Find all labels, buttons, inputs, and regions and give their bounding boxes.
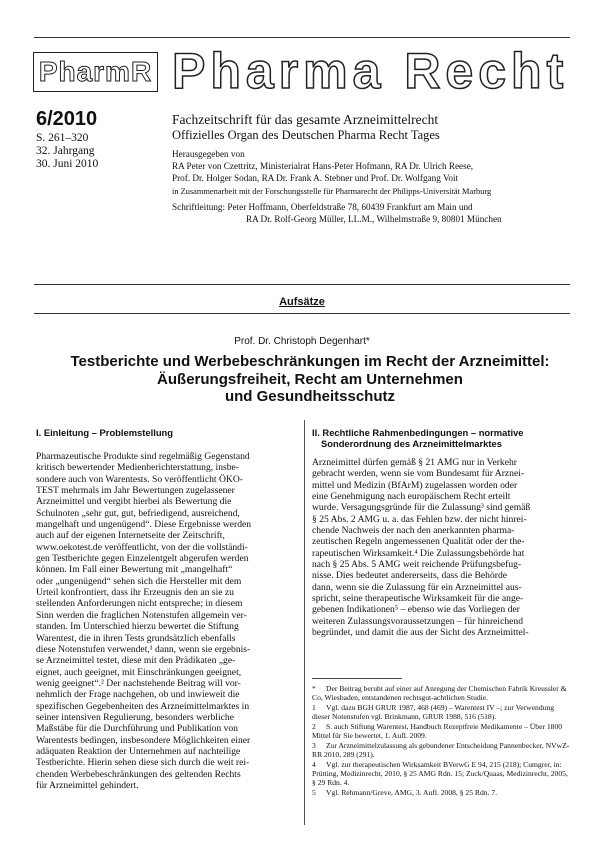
body-text-line: mittel und Medizin (BfArM) zugelassen worden oder	[312, 479, 518, 491]
body-text-line: se Arzneimittel testet, diese mit den Prädikaten „ge-	[36, 655, 236, 667]
footnote-number: 1	[312, 703, 316, 712]
body-text-line: können. Im Fall einer Bewertung mit „mangelhaft“	[36, 564, 233, 576]
article-author: Prof. Dr. Christoph Degenhart*	[234, 336, 370, 347]
body-text-line: mangelhaft und ungenügend“. Diese Ergebnisse werden	[36, 519, 252, 531]
issue-volume: 32. Jahrgang	[36, 145, 95, 157]
footnote	[312, 703, 570, 721]
footnote-rule	[312, 678, 402, 679]
header-bottom-rule	[34, 284, 570, 285]
body-text-line: stellenden Anforderungen nicht entspreche; in diesem	[36, 598, 243, 610]
body-text-line: dann, wenn sie die Zulassung für ein Arzneimittel aus-	[312, 581, 522, 593]
body-text-line: spricht, seine therapeutische Wirksamkeit für die ange-	[312, 593, 524, 605]
footnote	[312, 722, 570, 740]
top-rule	[34, 37, 570, 38]
body-text-line: Schulnoten „sehr gut, gut, befriedigend, ausreichend,	[36, 507, 240, 519]
pharma-recht-logo: Pharma Recht	[172, 43, 569, 99]
body-text-line: kritisch bewertender Medienberichterstattung, insbe-	[36, 462, 239, 474]
article-title-line-1: Testberichte und Werbebeschränkungen im Recht der Arzneimittel:	[70, 353, 550, 370]
issue-pages: S. 261–320	[36, 132, 89, 144]
journal-subtitle: Fachzeitschrift für das gesamte Arzneimittelrecht	[172, 112, 439, 127]
editorial-line-2: RA Dr. Rolf-Georg Müller, LL.M., Wilhelmstraße 9, 80801 München	[246, 214, 502, 224]
issue-date: 30. Juni 2010	[36, 158, 99, 170]
body-text-line: auch auf der eigenen Internetseite der Zeitschrift,	[36, 530, 225, 542]
article-title-line-2: Äußerungsfreiheit, Recht am Unternehmen	[157, 370, 463, 388]
footnote	[312, 684, 570, 702]
article-title-line-3: und Gesundheitsschutz	[224, 388, 395, 405]
footnote-text: S. auch Stiftung Warentest, Handbuch Rezeptfreie Medikamente – Über 1800 Mittel für Sie bewertet, 1. Aufl. 2009.	[312, 722, 563, 740]
body-text-line: chende Nachweis der nach den anerkannten pharma-	[312, 525, 515, 537]
footnote-text: Der Beitrag beruht auf einer auf Anregung der Chemischen Fabrik Kreussler & Co, Wiesbaden, entstandenen rechtsgut-achtlichen Studie.	[312, 684, 567, 702]
article-title	[50, 353, 570, 406]
body-text-line: rapeutischen Wirksamkeit.⁴ Die Zulassungsbehörde hat	[312, 547, 525, 559]
left-column-text	[36, 451, 298, 791]
body-text-line: für Arzneimittel gehindert.	[36, 779, 139, 791]
footnote-text: Zur Arzneimittelzulassung als gebundener Entscheidung Pannenbecker, NVwZ-RR 2010, 289 (291).	[312, 741, 570, 759]
footnote-text: Vgl. dazu BGH GRUR 1987, 468 (469) – Warentest IV –; zur Verwendung dieser Notenstufen vgl. Brinkmann, GRUR 1988, 516 (518).	[312, 703, 555, 721]
footnote	[312, 741, 570, 759]
cooperation-note: in Zusammenarbeit mit der Forschungsstelle für Pharmarecht der Philipps-Universität Marburg	[172, 187, 492, 196]
body-text-line: Arzneimittel dürfen gemäß § 21 AMG nur in Verkehr	[312, 457, 517, 468]
body-text-line: nisse. Dies bedeutet andererseits, dass die Behörde	[312, 570, 508, 582]
body-text-line: wenig geeignet“.² Der nachstehende Beitrag will vor-	[36, 677, 241, 689]
body-text-line: Arzneimittel und vergibt hierbei als Bewertung die	[36, 496, 232, 508]
body-text-line: diese Notenstufen verwendet,¹ dann, wenn sie ergebnis-	[36, 643, 251, 655]
body-text-line: Urteil konfrontiert, dass ihr Erzeugnis den an sie zu	[36, 587, 234, 599]
body-text-line: chenden Werbebeschränkungen des geltenden Rechts	[36, 768, 241, 780]
footnote-number: 4	[312, 760, 316, 769]
body-text-line: begründet, und damit die aus der Sicht des Arzneimittel-	[312, 627, 529, 639]
section-title: Aufsätze	[279, 296, 325, 308]
footnote-number: 5	[312, 788, 316, 797]
body-text-line: sondere auch von Warentests. So veröffentlicht ÖKO-	[36, 473, 243, 485]
body-text-line: weiteren Zulassungsvoraussetzungen – für hinreichend	[312, 615, 523, 627]
body-text-line: standen. Im Unterschied hierzu bewertet die Stiftung	[36, 621, 239, 633]
right-column-text	[312, 457, 570, 639]
body-text-line: Pharmazeutische Produkte sind regelmäßig Gegenstand	[36, 451, 250, 462]
issue-number: 6/2010	[36, 108, 98, 130]
body-text-line: gen Testberichte gegen Einzelentgelt abgerufen werden	[36, 553, 249, 565]
editors-line-1: RA Peter von Czettritz, Ministerialrat Hans-Peter Hofmann, RA Dr. Ulrich Reese,	[172, 161, 474, 171]
footnotes	[312, 684, 570, 798]
body-text-line: § 25 Abs. 2 AMG u. a. das Fehlen bzw. der nicht hinrei-	[312, 513, 527, 525]
footnote-number: 3	[312, 741, 316, 750]
body-text-line: gebenen Indikationen⁵ – ebenso wie das Vorliegen der	[312, 604, 520, 616]
column-divider	[304, 420, 305, 825]
body-text-line: zeutischen Regeln angemessenen Qualität oder der the-	[312, 536, 525, 548]
journal-organ: Offizielles Organ des Deutschen Pharma Recht Tages	[172, 128, 440, 142]
footnote	[312, 788, 570, 797]
body-text-line: adäquaten Reaktion der Unternehmen auf nachteilige	[36, 745, 241, 757]
right-column	[312, 427, 570, 639]
section-heading-framework-2: Sonderordnung des Arzneimittelmarktes	[321, 438, 502, 449]
section-heading-framework-1: II. Rechtliche Rahmenbedingungen – normative	[312, 427, 524, 438]
editorial-line-1: Schriftleitung: Peter Hoffmann, Oberfeldstraße 78, 60439 Frankfurt am Main und	[172, 202, 473, 212]
body-text-line: wurde. Versagungsgründe für die Zulassung³ sind gemäß	[312, 502, 531, 514]
footnote-number: *	[312, 684, 316, 693]
body-text-line: eine Genehmigung nach europäischem Recht erteilt	[312, 491, 511, 503]
footnote-text: Vgl. zur therapeutischen Wirksamkeit BVerwG E 94, 215 (218); Cumgrer, in: Prütting, Medizinrecht, 2010, § 25 AMG Rdn. 15; Zuck/Quaas, Medizinrecht, 2005, § 29 Rdn. 4.	[312, 760, 568, 787]
body-text-line: nehmlich der Frage nachgehen, ob und inwieweit die	[36, 689, 240, 701]
body-text-line: nach § 25 Abs. 5 AMG weit reichende Prüfungsbefug-	[312, 559, 522, 571]
section-rule	[34, 313, 570, 314]
left-column	[36, 427, 298, 791]
body-text-line: gebracht werden, wenn sie vom Bundesamt für Arznei-	[312, 468, 525, 480]
body-text-line: TEST mehrmals im Jahr Bewertungen zugelassener	[36, 485, 235, 497]
body-text-line: Warentest, die in ihren Tests grundsätzlich ebenfalls	[36, 632, 236, 644]
body-text-line: www.oekotest.de veröffentlicht, von der die vollständi-	[36, 541, 248, 553]
footnote	[312, 760, 570, 787]
editors-line-2: Prof. Dr. Holger Sodan, RA Dr. Frank A. Stebner und Prof. Dr. Wolfgang Voit	[172, 173, 459, 183]
body-text-line: Warentests bedingen, insbesondere Möglichkeiten einer	[36, 734, 251, 746]
footnote-number: 2	[312, 722, 316, 731]
body-text-line: spezifischen Gegebenheiten des Arzneimittelmarktes in	[36, 700, 250, 712]
body-text-line: Sinn werden die fraglichen Notenstufen allgemein ver-	[36, 609, 247, 621]
section-heading-introduction: I. Einleitung – Problemstellung	[36, 427, 173, 438]
body-text-line: Maßstäbe für die Durchführung und Publikation von	[36, 723, 238, 735]
footnote-text: Vgl. Rehmann/Greve, AMG, 3. Aufl. 2008, § 25 Rdn. 7.	[326, 788, 498, 797]
body-text-line: eignet, auch geeignet, mit Einschränkungen geeignet,	[36, 666, 242, 678]
body-text-line: Testberichte. Hierin sehen diese sich durch die weit rei-	[36, 757, 250, 769]
pharmr-logo: PharmR	[33, 52, 158, 92]
body-text-line: oder „ungenügend“ sehen sich die Hersteller mit dem	[36, 575, 242, 587]
body-text-line: seiner intensiven Regulierung, besonders werbliche	[36, 711, 234, 723]
editors-label: Herausgegeben von	[172, 149, 245, 159]
